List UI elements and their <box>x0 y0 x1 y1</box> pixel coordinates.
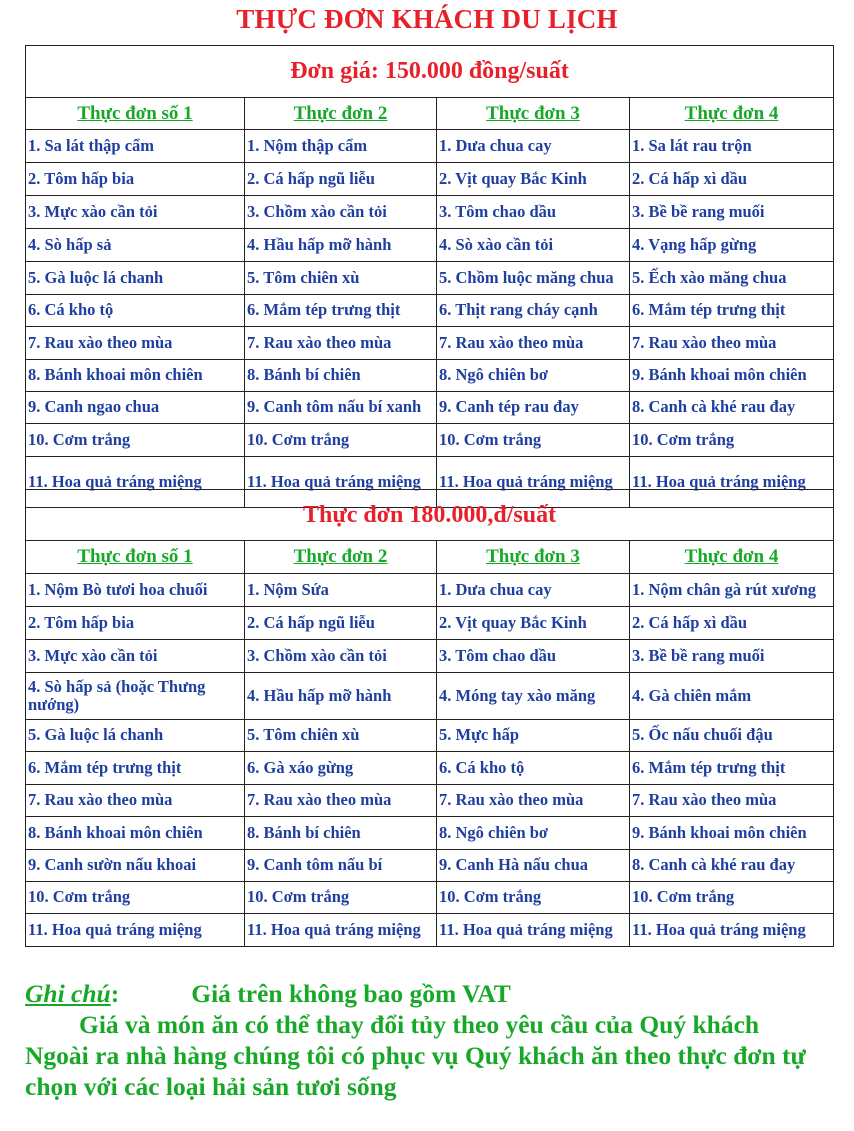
menu-header-4: Thực đơn 4 <box>630 98 834 130</box>
table-row <box>26 720 834 752</box>
dish-cell: 2. Vịt quay Bắc Kinh <box>437 163 630 196</box>
dish-cell: 7. Rau xào theo mùa <box>245 785 437 817</box>
notes-line-2: Giá và món ăn có thể thay đổi tủy theo yêu cầu của Quý khách <box>79 1010 760 1039</box>
menu-table-180k <box>25 489 834 947</box>
table-row <box>26 327 834 360</box>
dish-cell: 4. Sò hấp sả (hoặc Thưng nướng) <box>26 673 245 720</box>
dish-cell: 9. Canh tôm nấu bí <box>245 850 437 882</box>
dish-cell: 8. Bánh bí chiên <box>245 817 437 850</box>
notes-line-4: chọn với các loại hải sản tươi sống <box>25 1072 397 1101</box>
table-row <box>26 607 834 640</box>
table-row <box>26 229 834 262</box>
menu-header-1: Thực đơn số 1 <box>26 541 245 574</box>
dish-cell: 3. Mực xào cần tỏi <box>26 640 245 673</box>
dish-cell: 8. Bánh bí chiên <box>245 360 437 392</box>
price-label: Đơn giá: 150.000 đồng/suất <box>26 46 834 98</box>
dish-cell: 6. Thịt rang cháy cạnh <box>437 295 630 327</box>
dish-cell: 7. Rau xào theo mùa <box>437 785 630 817</box>
dish-cell: 11. Hoa quả tráng miệng <box>437 914 630 947</box>
table-row <box>26 130 834 163</box>
dish-cell: 8. Canh cà khé rau đay <box>630 850 834 882</box>
dish-cell: 7. Rau xào theo mùa <box>437 327 630 360</box>
dish-cell: 9. Bánh khoai môn chiên <box>630 817 834 850</box>
dish-cell: 3. Chồm xào cần tỏi <box>245 196 437 229</box>
dish-cell: 8. Ngô chiên bơ <box>437 817 630 850</box>
dish-cell: 2. Vịt quay Bắc Kinh <box>437 607 630 640</box>
dish-cell: 1. Nộm Sứa <box>245 574 437 607</box>
dish-cell: 8. Canh cà khé rau đay <box>630 392 834 424</box>
dish-cell: 7. Rau xào theo mùa <box>630 327 834 360</box>
dish-cell: 6. Gà xáo gừng <box>245 752 437 785</box>
dish-cell: 6. Mắm tép trưng thịt <box>245 295 437 327</box>
dish-cell: 5. Chồm luộc măng chua <box>437 262 630 295</box>
price-label: Thực đơn 180.000,đ/suất <box>26 490 834 541</box>
dish-cell: 10. Cơm trắng <box>245 882 437 914</box>
menu-header-2: Thực đơn 2 <box>245 98 437 130</box>
dish-cell: 9. Canh Hà nấu chua <box>437 850 630 882</box>
dish-cell: 5. Mực hấp <box>437 720 630 752</box>
notes-label: Ghi chú <box>25 979 111 1008</box>
dish-cell: 10. Cơm trắng <box>26 882 245 914</box>
table-row <box>26 640 834 673</box>
dish-cell: 10. Cơm trắng <box>26 424 245 457</box>
table-row <box>26 673 834 720</box>
dish-cell: 2. Cá hấp ngũ liễu <box>245 163 437 196</box>
dish-cell: 7. Rau xào theo mùa <box>26 785 245 817</box>
dish-cell: 11. Hoa quả tráng miệng <box>630 457 834 508</box>
dish-cell: 6. Mắm tép trưng thịt <box>630 295 834 327</box>
dish-cell: 10. Cơm trắng <box>245 424 437 457</box>
dish-cell: 9. Bánh khoai môn chiên <box>630 360 834 392</box>
dish-cell: 8. Bánh khoai môn chiên <box>26 360 245 392</box>
dish-cell: 4. Vạng hấp gừng <box>630 229 834 262</box>
dish-cell: 9. Canh ngao chua <box>26 392 245 424</box>
notes-section <box>25 978 854 1102</box>
dish-cell: 1. Dưa chua cay <box>437 130 630 163</box>
dish-cell: 10. Cơm trắng <box>437 424 630 457</box>
dish-cell: 5. Gà luộc lá chanh <box>26 262 245 295</box>
table-row <box>26 262 834 295</box>
table-row <box>26 360 834 392</box>
menu-header-3: Thực đơn 3 <box>437 541 630 574</box>
dish-cell: 1. Nộm chân gà rút xương <box>630 574 834 607</box>
dish-cell: 9. Canh tôm nấu bí xanh <box>245 392 437 424</box>
dish-cell: 4. Hầu hấp mỡ hành <box>245 229 437 262</box>
table-row <box>26 914 834 947</box>
dish-cell: 2. Cá hấp ngũ liễu <box>245 607 437 640</box>
dish-cell: 5. Ốc nấu chuối đậu <box>630 720 834 752</box>
dish-cell: 11. Hoa quả tráng miệng <box>437 457 630 508</box>
table-row <box>26 882 834 914</box>
dish-cell: 3. Tôm chao dầu <box>437 196 630 229</box>
dish-cell: 10. Cơm trắng <box>437 882 630 914</box>
table-row <box>26 392 834 424</box>
dish-cell: 3. Bề bề rang muối <box>630 640 834 673</box>
dish-cell: 11. Hoa quả tráng miệng <box>630 914 834 947</box>
dish-cell: 4. Hầu hấp mỡ hành <box>245 673 437 720</box>
dish-cell: 4. Móng tay xào măng <box>437 673 630 720</box>
dish-cell: 6. Mắm tép trưng thịt <box>26 752 245 785</box>
menu-header-1: Thực đơn số 1 <box>26 98 245 130</box>
dish-cell: 9. Canh sườn nấu khoai <box>26 850 245 882</box>
menu-header-2: Thực đơn 2 <box>245 541 437 574</box>
table-row <box>26 424 834 457</box>
dish-cell: 5. Tôm chiên xù <box>245 720 437 752</box>
dish-cell: 8. Ngô chiên bơ <box>437 360 630 392</box>
dish-cell: 11. Hoa quả tráng miệng <box>26 457 245 508</box>
dish-cell: 2. Cá hấp xì dầu <box>630 607 834 640</box>
dish-cell: 1. Nộm thập cẩm <box>245 130 437 163</box>
page-title: THỰC ĐƠN KHÁCH DU LỊCH <box>236 4 618 34</box>
dish-cell: 4. Gà chiên mắm <box>630 673 834 720</box>
table-row <box>26 295 834 327</box>
dish-cell: 3. Chồm xào cần tỏi <box>245 640 437 673</box>
dish-cell: 7. Rau xào theo mùa <box>26 327 245 360</box>
table-row <box>26 163 834 196</box>
dish-cell: 5. Ếch xào măng chua <box>630 262 834 295</box>
table-row <box>26 752 834 785</box>
menu-table-150k <box>25 45 834 508</box>
notes-line-1: Ghi chú: Giá trên không bao gồm VAT <box>25 979 511 1008</box>
dish-cell: 4. Sò xào cần tỏi <box>437 229 630 262</box>
dish-cell: 9. Canh tép rau đay <box>437 392 630 424</box>
menu-header-3: Thực đơn 3 <box>437 98 630 130</box>
dish-cell: 2. Tôm hấp bia <box>26 607 245 640</box>
dish-cell: 1. Sa lát thập cẩm <box>26 130 245 163</box>
dish-cell: 11. Hoa quả tráng miệng <box>245 914 437 947</box>
notes-vat: Giá trên không bao gồm VAT <box>191 979 511 1008</box>
dish-cell: 10. Cơm trắng <box>630 882 834 914</box>
dish-cell: 1. Sa lát rau trộn <box>630 130 834 163</box>
dish-cell: 11. Hoa quả tráng miệng <box>26 914 245 947</box>
table-row <box>26 196 834 229</box>
menu-header-4: Thực đơn 4 <box>630 541 834 574</box>
dish-cell: 8. Bánh khoai môn chiên <box>26 817 245 850</box>
dish-cell: 5. Tôm chiên xù <box>245 262 437 295</box>
dish-cell: 11. Hoa quả tráng miệng <box>245 457 437 508</box>
table-row <box>26 817 834 850</box>
dish-cell: 6. Mắm tép trưng thịt <box>630 752 834 785</box>
dish-cell: 2. Cá hấp xì dầu <box>630 163 834 196</box>
dish-cell: 6. Cá kho tộ <box>26 295 245 327</box>
dish-cell: 1. Nộm Bò tươi hoa chuối <box>26 574 245 607</box>
table-row <box>26 574 834 607</box>
dish-cell: 2. Tôm hấp bia <box>26 163 245 196</box>
dish-cell: 3. Tôm chao dầu <box>437 640 630 673</box>
dish-cell: 4. Sò hấp sả <box>26 229 245 262</box>
dish-cell: 5. Gà luộc lá chanh <box>26 720 245 752</box>
dish-cell: 7. Rau xào theo mùa <box>245 327 437 360</box>
dish-cell: 1. Dưa chua cay <box>437 574 630 607</box>
table-row <box>26 850 834 882</box>
dish-cell: 3. Bề bề rang muối <box>630 196 834 229</box>
dish-cell: 6. Cá kho tộ <box>437 752 630 785</box>
notes-line-3: Ngoài ra nhà hàng chúng tôi có phục vụ Quý khách ăn theo thực đơn tự <box>25 1041 806 1070</box>
table-row <box>26 785 834 817</box>
dish-cell: 7. Rau xào theo mùa <box>630 785 834 817</box>
dish-cell: 3. Mực xào cần tỏi <box>26 196 245 229</box>
dish-cell: 10. Cơm trắng <box>630 424 834 457</box>
